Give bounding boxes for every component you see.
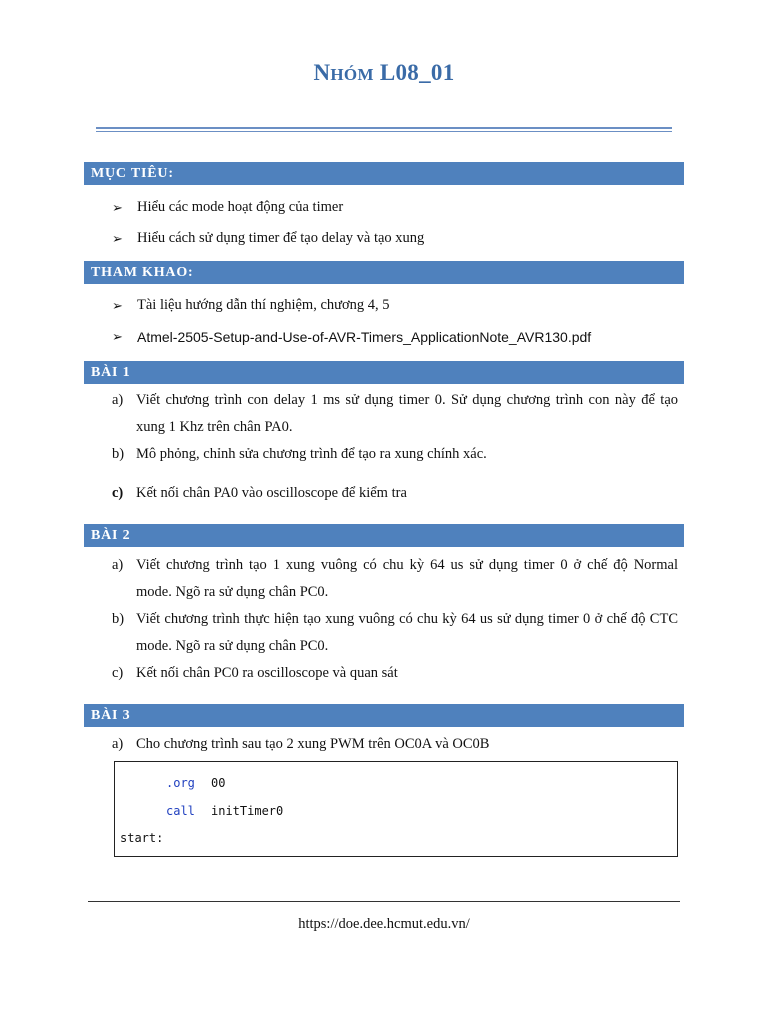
arrow-bullet-icon: ➢ <box>112 298 123 313</box>
exercise-item: Kết nối chân PA0 vào oscilloscope để kiểm tra <box>136 485 407 501</box>
item-marker: c) <box>112 485 124 501</box>
page-title: NHÓM L08_01 <box>313 60 455 85</box>
reference-item: Tài liệu hướng dẫn thí nghiệm, chương 4, 5 <box>137 297 390 313</box>
section-heading-objectives: MỤC TIÊU: <box>84 162 684 185</box>
code-instruction: call <box>166 804 195 818</box>
item-marker: a) <box>112 392 124 408</box>
item-marker: a) <box>112 557 124 573</box>
item-marker: b) <box>112 446 125 462</box>
objective-item: Hiểu cách sử dụng timer để tạo delay và tạo xung <box>137 230 425 246</box>
code-block <box>114 761 678 857</box>
section-heading-bai3: BÀI 3 <box>84 704 684 727</box>
item-marker: a) <box>112 736 124 752</box>
exercise-item: Kết nối chân PC0 ra oscilloscope và quan sát <box>136 665 398 681</box>
item-marker: c) <box>112 665 124 681</box>
footer-url: https://doe.dee.hcmut.edu.vn/ <box>298 916 470 932</box>
arrow-bullet-icon: ➢ <box>112 200 123 215</box>
exercise-item: Viết chương trình con delay 1 ms sử dụng timer 0. Sử dụng chương trình con này để tạo xung 1 Khz trên chân PA0. <box>136 392 678 435</box>
section-heading-bai2: BÀI 2 <box>84 524 684 547</box>
exercise-item: Viết chương trình tạo 1 xung vuông có chu kỳ 64 us sử dụng timer 0 ở chế độ Normal mode. Ngõ ra sử dụng chân PC0. <box>136 557 678 600</box>
code-label: start: <box>120 831 164 845</box>
arrow-bullet-icon: ➢ <box>112 329 123 344</box>
footer-divider <box>88 901 680 902</box>
exercise-item: Cho chương trình sau tạo 2 xung PWM trên OC0A và OC0B <box>136 736 490 752</box>
objective-item: Hiểu các mode hoạt động của timer <box>137 199 344 215</box>
item-marker: b) <box>112 611 125 627</box>
title-divider <box>96 127 672 132</box>
exercise-item: Viết chương trình thực hiện tạo xung vuông có chu kỳ 64 us sử dụng timer 0 ở chế độ CTC mode. Ngõ ra sử dụng chân PC0. <box>136 611 678 654</box>
code-argument: 00 <box>211 776 226 790</box>
arrow-bullet-icon: ➢ <box>112 231 123 246</box>
section-heading-bai1: BÀI 1 <box>84 361 684 384</box>
code-directive: .org <box>166 776 195 790</box>
exercise-item: Mô phỏng, chỉnh sửa chương trình để tạo ra xung chính xác. <box>136 446 487 462</box>
reference-item: Atmel-2505-Setup-and-Use-of-AVR-Timers_ApplicationNote_AVR130.pdf <box>137 329 592 345</box>
code-argument: initTimer0 <box>211 804 284 818</box>
section-heading-references: THAM KHAO: <box>84 261 684 284</box>
